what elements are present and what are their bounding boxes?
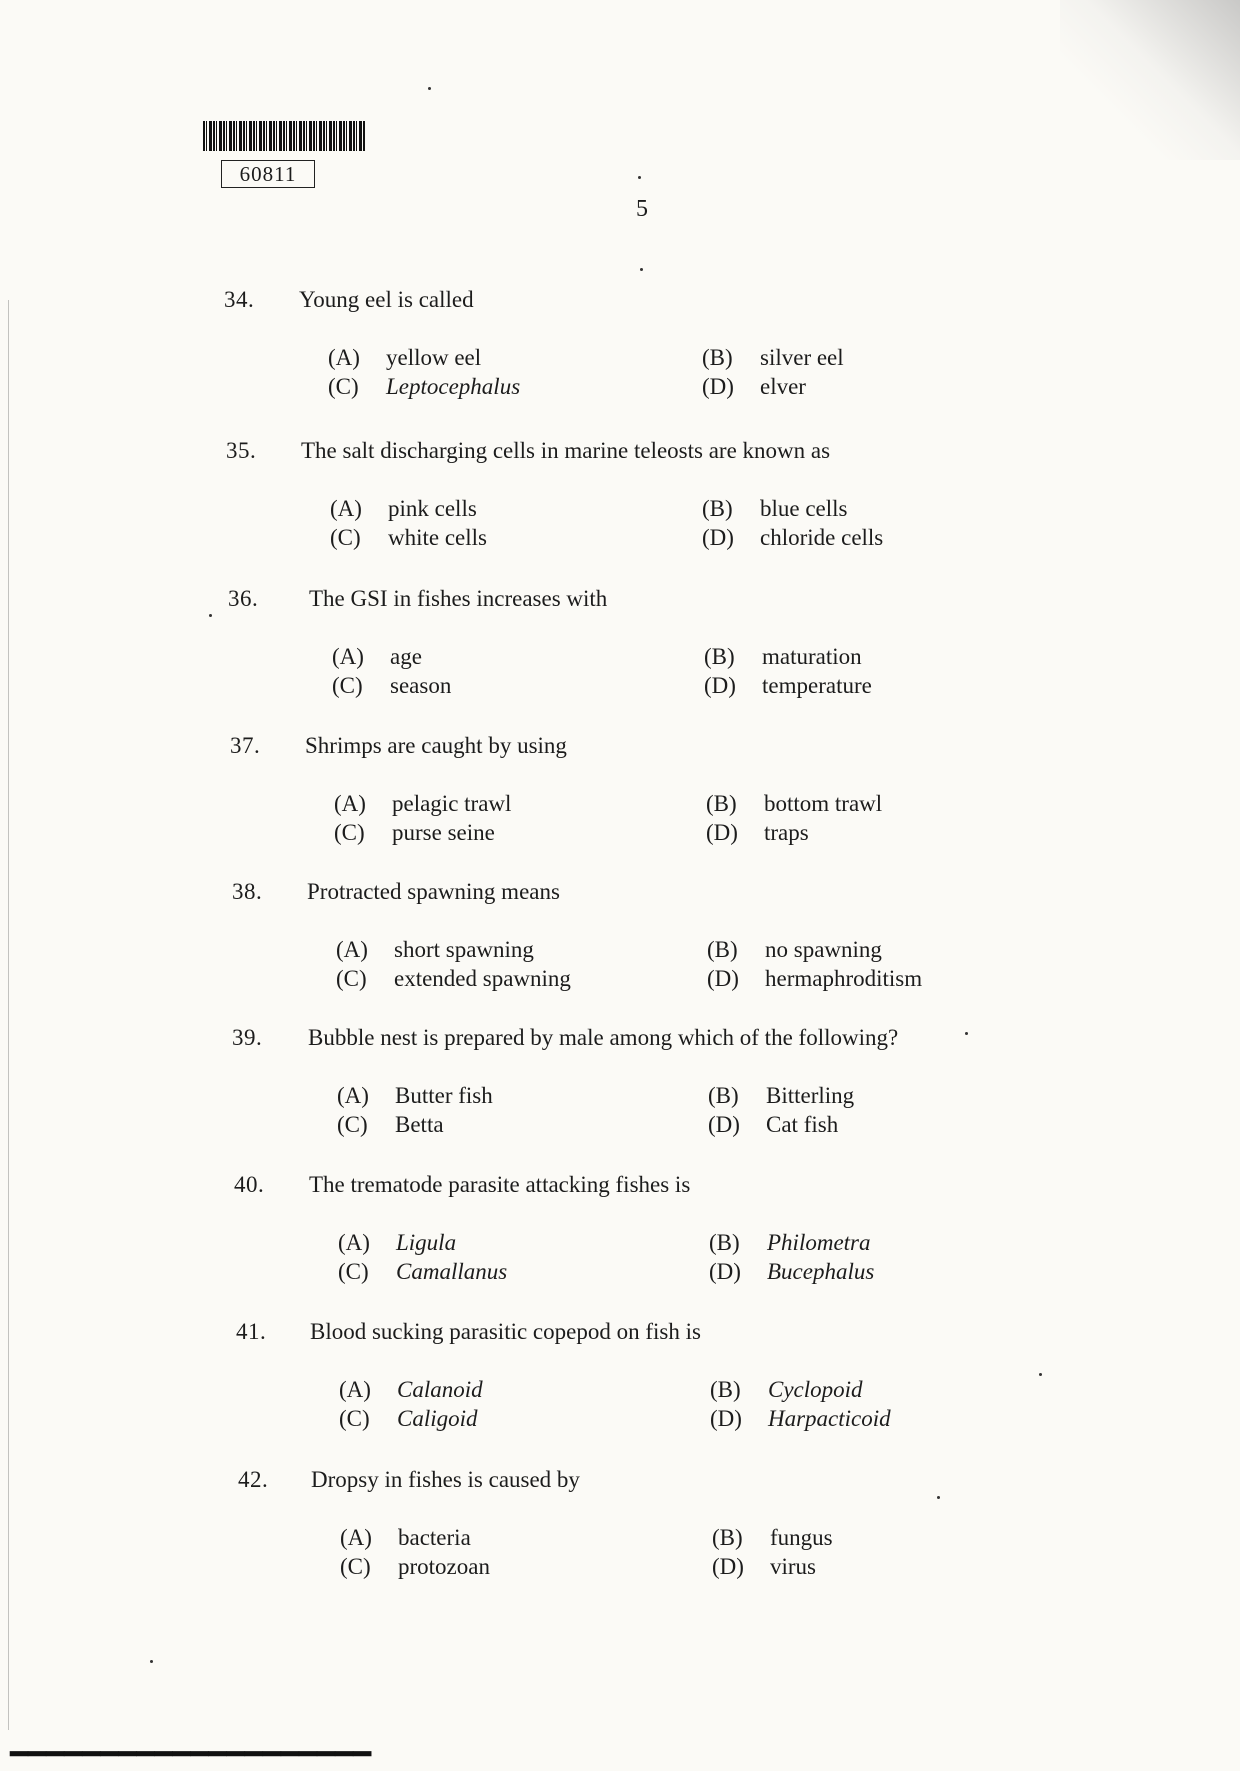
option-label: (D) <box>704 673 736 698</box>
option-text: Cat fish <box>766 1112 839 1137</box>
option-label: (C) <box>337 1112 368 1137</box>
option-d <box>709 1259 874 1285</box>
question-number: 38. <box>232 879 263 904</box>
option-label: (A) <box>338 1230 370 1255</box>
option-label: (B) <box>709 1230 740 1255</box>
scan-speck <box>150 1660 153 1663</box>
option-label: (A) <box>340 1525 372 1550</box>
option-c <box>334 820 495 846</box>
option-label: (A) <box>332 644 364 669</box>
option-a <box>328 345 481 371</box>
option-d <box>707 966 922 992</box>
option-d <box>712 1554 816 1580</box>
option-d <box>702 525 883 551</box>
option-label: (B) <box>707 937 738 962</box>
option-text: virus <box>770 1554 816 1579</box>
option-a <box>336 937 534 963</box>
question-text: Dropsy in fishes is caused by <box>311 1467 580 1492</box>
option-c <box>340 1554 490 1580</box>
option-label: (D) <box>709 1259 741 1284</box>
option-text: Betta <box>395 1112 444 1137</box>
option-text: fungus <box>770 1525 833 1550</box>
option-text: Leptocephalus <box>386 374 521 399</box>
option-b <box>702 496 848 522</box>
scan-speck <box>937 1496 940 1499</box>
question-text: The GSI in fishes increases with <box>309 586 608 611</box>
option-text: purse seine <box>392 820 495 845</box>
option-text: white cells <box>388 525 487 550</box>
scanner-watermark-cut: ━━━━━━━━━━━━━━━━━━━━ <box>10 1738 372 1771</box>
option-text: bottom trawl <box>764 791 883 816</box>
option-text: Butter fish <box>395 1083 493 1108</box>
question-number: 36. <box>228 586 259 611</box>
option-text: Bitterling <box>766 1083 855 1108</box>
option-text: Bucephalus <box>767 1259 875 1284</box>
option-label: (B) <box>706 791 737 816</box>
scan-shadow <box>1060 0 1240 160</box>
option-text: silver eel <box>760 345 844 370</box>
option-text: Camallanus <box>396 1259 508 1284</box>
option-text: no spawning <box>765 937 882 962</box>
option-label: (B) <box>702 345 733 370</box>
question-text: The salt discharging cells in marine teleosts are known as <box>301 438 831 463</box>
option-text: age <box>390 644 422 669</box>
option-label: (B) <box>710 1377 741 1402</box>
question-number: 42. <box>238 1467 269 1492</box>
option-a <box>337 1083 493 1109</box>
option-c <box>338 1259 507 1285</box>
question-text: Bubble nest is prepared by male among which of the following? <box>308 1025 899 1050</box>
option-text: pink cells <box>388 496 477 521</box>
option-label: (A) <box>330 496 362 521</box>
option-text: Caligoid <box>397 1406 478 1431</box>
question-text: Shrimps are caught by using <box>305 733 567 758</box>
option-c <box>328 374 520 400</box>
option-text: hermaphroditism <box>765 966 923 991</box>
option-text: temperature <box>762 673 872 698</box>
option-text: maturation <box>762 644 862 669</box>
option-a <box>332 644 422 670</box>
option-text: Harpacticoid <box>768 1406 891 1431</box>
scan-speck <box>640 268 643 271</box>
question-number: 39. <box>232 1025 263 1050</box>
barcode <box>203 121 366 151</box>
option-label: (C) <box>330 525 361 550</box>
option-text: pelagic trawl <box>392 791 512 816</box>
option-label: (D) <box>710 1406 742 1431</box>
option-label: (D) <box>708 1112 740 1137</box>
option-text: extended spawning <box>394 966 571 991</box>
question-text: Protracted spawning means <box>307 879 560 904</box>
option-text: Philometra <box>767 1230 871 1255</box>
option-label: (A) <box>334 791 366 816</box>
option-label: (C) <box>338 1259 369 1284</box>
scan-speck <box>1039 1373 1042 1376</box>
option-d <box>708 1112 838 1138</box>
question-text: Blood sucking parasitic copepod on fish is <box>310 1319 701 1344</box>
option-text: Calanoid <box>397 1377 483 1402</box>
option-label: (C) <box>340 1554 371 1579</box>
option-d <box>710 1406 891 1432</box>
option-b <box>710 1377 863 1403</box>
option-text: yellow eel <box>386 345 482 370</box>
option-text: short spawning <box>394 937 534 962</box>
page-number: 5 <box>636 196 648 222</box>
option-b <box>707 937 882 963</box>
option-label: (C) <box>332 673 363 698</box>
scan-speck <box>638 176 641 179</box>
option-a <box>340 1525 471 1551</box>
option-b <box>709 1230 871 1256</box>
option-label: (A) <box>328 345 360 370</box>
option-label: (D) <box>702 374 734 399</box>
scan-speck <box>965 1032 968 1035</box>
option-label: (C) <box>336 966 367 991</box>
option-c <box>330 525 487 551</box>
option-b <box>704 644 862 670</box>
question-number: 34. <box>224 287 255 312</box>
option-label: (D) <box>702 525 734 550</box>
option-a <box>330 496 477 522</box>
option-b <box>712 1525 833 1551</box>
option-text: elver <box>760 374 806 399</box>
option-c <box>336 966 571 992</box>
paper-code-box: 60811 <box>221 160 315 188</box>
option-text: Ligula <box>396 1230 457 1255</box>
option-label: (C) <box>339 1406 370 1431</box>
scan-speck <box>428 87 431 90</box>
option-a <box>339 1377 483 1403</box>
option-b <box>706 791 882 817</box>
option-label: (D) <box>707 966 739 991</box>
option-b <box>708 1083 854 1109</box>
question-number: 35. <box>226 438 257 463</box>
option-text: season <box>390 673 452 698</box>
scan-speck <box>209 614 212 617</box>
option-c <box>339 1406 478 1432</box>
option-label: (B) <box>702 496 733 521</box>
question-number: 37. <box>230 733 261 758</box>
question-number: 40. <box>234 1172 265 1197</box>
option-label: (C) <box>334 820 365 845</box>
option-label: (D) <box>712 1554 744 1579</box>
option-text: protozoan <box>398 1554 490 1579</box>
option-text: chloride cells <box>760 525 884 550</box>
option-label: (A) <box>337 1083 369 1108</box>
option-a <box>338 1230 456 1256</box>
question-text: Young eel is called <box>299 287 474 312</box>
option-c <box>337 1112 444 1138</box>
option-d <box>704 673 872 699</box>
option-a <box>334 791 511 817</box>
option-text: traps <box>764 820 809 845</box>
option-label: (B) <box>708 1083 739 1108</box>
option-label: (D) <box>706 820 738 845</box>
option-b <box>702 345 844 371</box>
option-d <box>702 374 806 400</box>
option-text: Cyclopoid <box>768 1377 863 1402</box>
option-label: (A) <box>336 937 368 962</box>
option-label: (B) <box>704 644 735 669</box>
option-text: blue cells <box>760 496 848 521</box>
option-label: (C) <box>328 374 359 399</box>
scan-edge-line <box>8 300 9 1730</box>
question-text: The trematode parasite attacking fishes is <box>309 1172 691 1197</box>
option-label: (A) <box>339 1377 371 1402</box>
option-c <box>332 673 451 699</box>
question-number: 41. <box>236 1319 267 1344</box>
option-label: (B) <box>712 1525 743 1550</box>
option-d <box>706 820 809 846</box>
option-text: bacteria <box>398 1525 471 1550</box>
